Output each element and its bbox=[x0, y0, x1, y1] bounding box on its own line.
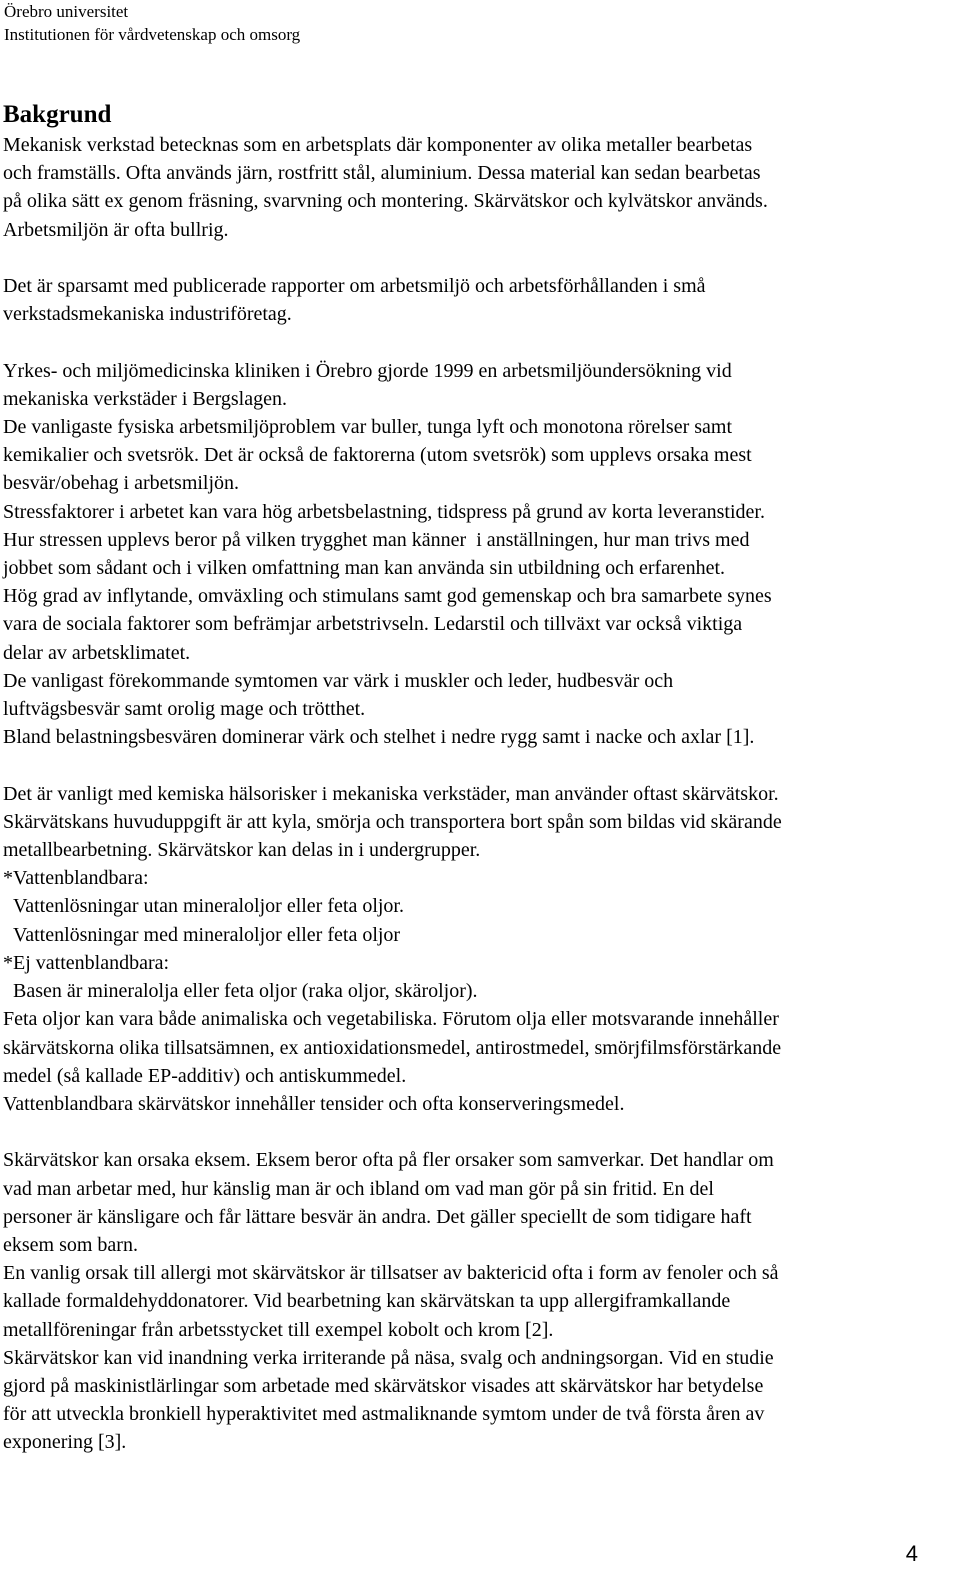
text-line: *Vattenblandbara: bbox=[3, 867, 149, 890]
text-line: Feta oljor kan vara både animaliska och vegetabiliska. Förutom olja eller motsvarande innehåller bbox=[3, 1008, 779, 1031]
text-line: metallföreningar från arbetsstycket till exempel kobolt och krom [2]. bbox=[3, 1318, 554, 1341]
text-line: verkstadsmekaniska industriföretag. bbox=[3, 303, 292, 326]
blank-line bbox=[3, 1118, 958, 1146]
text-line: Arbetsmiljön är ofta bullrig. bbox=[3, 218, 229, 241]
text-line: besvär/obehag i arbetsmiljön. bbox=[3, 472, 240, 495]
text-line: vad man arbetar med, hur känslig man är och ibland om vad man gör på sin fritid. En del bbox=[3, 1177, 714, 1200]
blank-line bbox=[3, 244, 958, 272]
text-line: personer är känsligare och får lättare besvär än andra. Det gäller speciellt de som tidigare haft bbox=[3, 1205, 752, 1228]
text-line: för att utveckla bronkiell hyperaktivitet med astmaliknande symtom under de två första åren av bbox=[3, 1403, 765, 1426]
text-line: Yrkes- och miljömedicinska kliniken i Örebro gjorde 1999 en arbetsmiljöundersökning vid bbox=[3, 359, 732, 382]
text-line: vara de sociala faktorer som befrämjar arbetstrivseln. Ledarstil och tillväxt var också viktiga bbox=[3, 613, 743, 636]
university-name: Örebro universitet bbox=[4, 2, 129, 21]
text-line: eksem som barn. bbox=[3, 1233, 138, 1256]
text-line: Skärvätskor kan orsaka eksem. Eksem beror ofta på fler orsaker som samverkar. Det handlar om bbox=[3, 1149, 774, 1172]
text-line: Basen är mineralolja eller feta oljor (raka oljor, skäroljor). bbox=[3, 980, 478, 1003]
text-line: Det är sparsamt med publicerade rapporter om arbetsmiljö och arbetsförhållanden i små bbox=[3, 275, 706, 298]
text-line: Vattenlösningar utan mineraloljor eller feta oljor. bbox=[3, 895, 404, 918]
text-line: på olika sätt ex genom fräsning, svarvning och montering. Skärvätskor och kylvätskor används. bbox=[3, 190, 768, 213]
document-header bbox=[4, 0, 300, 46]
text-line: Skärvätskans huvuduppgift är att kyla, smörja och transportera bort spån som bildas vid skärande bbox=[3, 810, 782, 833]
text-line: De vanligaste fysiska arbetsmiljöproblem var buller, tunga lyft och monotona rörelser samt bbox=[3, 416, 733, 439]
text-line: Vattenlösningar med mineraloljor eller feta oljor bbox=[3, 923, 401, 946]
text-line: Skärvätskor kan vid inandning verka irriterande på näsa, svalg och andningsorgan. Vid en studie bbox=[3, 1346, 774, 1369]
text-line: gjord på maskinistlärlingar som arbetade med skärvätskor visades att skärvätskor har betydelse bbox=[3, 1374, 764, 1397]
section-title: Bakgrund bbox=[3, 101, 112, 128]
blank-line bbox=[3, 328, 958, 356]
text-line: Hur stressen upplevs beror på vilken trygghet man känner i anställningen, hur man trivs med bbox=[3, 528, 750, 551]
text-line: *Ej vattenblandbara: bbox=[3, 951, 170, 974]
text-line: Vattenblandbara skärvätskor innehåller tensider och ofta konserveringsmedel. bbox=[3, 1092, 625, 1115]
text-line: Mekanisk verkstad betecknas som en arbetsplats där komponenter av olika metaller bearbetas bbox=[3, 134, 753, 156]
body-text bbox=[3, 131, 958, 1457]
text-line: exponering [3]. bbox=[3, 1431, 127, 1454]
blank-line bbox=[3, 751, 958, 779]
text-line: mekaniska verkstäder i Bergslagen. bbox=[3, 387, 287, 410]
text-line: kemikalier och svetsrök. Det är också de faktorerna (utom svetsrök) som upplevs orsaka mest bbox=[3, 444, 752, 467]
text-line: De vanligast förekommande symtomen var värk i muskler och leder, hudbesvär och bbox=[3, 669, 674, 692]
text-line: delar av arbetsklimatet. bbox=[3, 641, 191, 664]
text-line: metallbearbetning. Skärvätskor kan delas in i undergrupper. bbox=[3, 839, 481, 862]
department-name: Institutionen för vårdvetenskap och omsorg bbox=[4, 25, 301, 44]
text-line: Hög grad av inflytande, omväxling och stimulans samt god gemenskap och bra samarbete synes bbox=[3, 585, 772, 608]
text-line: jobbet som sådant och i vilken omfattning man kan använda sin utbildning och erfarenhet. bbox=[3, 557, 726, 580]
text-line: och framställs. Ofta används järn, rostfritt stål, aluminium. Dessa material kan sedan bearbetas bbox=[3, 162, 761, 185]
page-number: 4 bbox=[905, 1541, 918, 1566]
text-line: Det är vanligt med kemiska hälsorisker i mekaniska verkstäder, man använder oftast skärvätskor. bbox=[3, 782, 779, 805]
text-line: kallade formaldehyddonatorer. Vid bearbetning kan skärvätskan ta upp allergiframkallande bbox=[3, 1290, 731, 1313]
text-line: skärvätskorna olika tillsatsämnen, ex antioxidationsmedel, antirostmedel, smörjfilmsförstärkande bbox=[3, 1036, 782, 1059]
text-line: medel (så kallade EP-additiv) och antiskummedel. bbox=[3, 1064, 407, 1087]
text-line: Bland belastningsbesvären dominerar värk och stelhet i nedre rygg samt i nacke och axlar [1]. bbox=[3, 726, 755, 749]
text-line: Stressfaktorer i arbetet kan vara hög arbetsbelastning, tidspress på grund av korta leveranstider. bbox=[3, 500, 765, 523]
text-line: En vanlig orsak till allergi mot skärvätskor är tillsatser av baktericid ofta i form av fenoler och så bbox=[3, 1262, 779, 1285]
text-line: luftvägsbesvär samt orolig mage och trötthet. bbox=[3, 698, 366, 721]
